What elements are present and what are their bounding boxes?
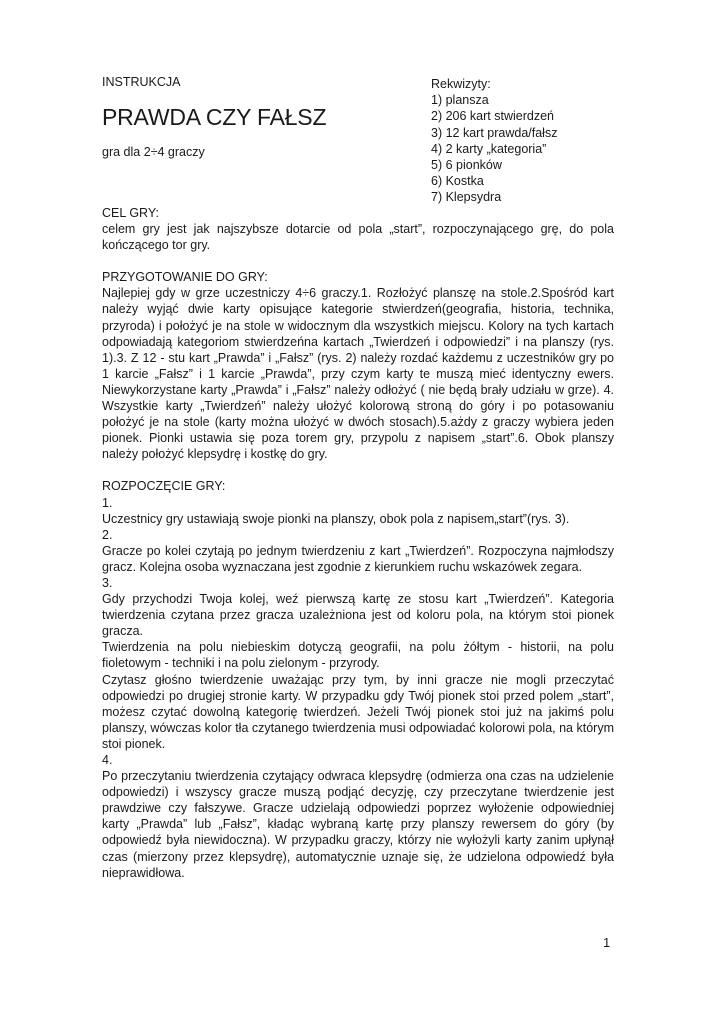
step-number: 1.	[102, 495, 113, 510]
props-heading: Rekwizyty:	[431, 77, 491, 91]
props-item: 4) 2 karty „kategoria”	[431, 141, 547, 156]
step-text: Czytasz głośno twierdzenie uważając przy tym, by inni gracze nie mogli przeczytać odpowiedzi po drugiej stronie karty. W przypadku gdy Twój pionek stoi przed polem „start”, możesz czytać dowolną kategorię twierdzeń. Jeżeli Twój pionek stoi już na jakimś polu planszy, wówczas kolor tła czytanego twierdzenia musi odpowiadać kolorowi pola, na którym stoi pionek.	[102, 672, 614, 751]
document-label: INSTRUKCJA	[102, 75, 181, 89]
players-subtitle: gra dla 2÷4 graczy	[102, 145, 205, 159]
prep-text: Najlepiej gdy w grze uczestniczy 4÷6 graczy.1. Rozłożyć planszę na stole.2.Spośród kart należy wyjąć dwie karty opisujące kategorie stwierdzeń(geografia, historia, technika, przyroda) i położyć je na stole w widocznym dla wszystkich miejscu. Kolory na tych kartach odpowiadają kategoriom stwierdzeńna kartach „Twierdzeń i odpowiedzi” i na planszy (rys. 1).3. Z 12 - stu kart „Prawda” i „Fałsz” (rys. 2) należy rozdać każdemu z uczestników gry po 1 karcie „Fałsz” i 1 karcie „Prawda”, przy czym karty te muszą mieć identyczny ewers. Niewykorzystane karty „Prawda” i „Fałsz” należy odłożyć ( nie będą brały udziału w grze). 4. Wszystkie karty „Twierdzeń” należy ułożyć kolorową stroną do góry i po potasowaniu położyć je na stole (karty można ułożyć w dwóch stosach).5.ażdy z graczy wybiera jeden pionek. Pionki ustawia się poza torem gry, przypolu z napisem „start”.6. Obok planszy należy położyć klepsydrę i kostkę do gry.	[102, 286, 614, 462]
step-number: 2.	[102, 527, 113, 542]
props-item: 6) Kostka	[431, 174, 484, 189]
page-number: 1	[603, 935, 611, 950]
prep-heading: PRZYGOTOWANIE DO GRY:	[102, 270, 268, 285]
goal-text: celem gry jest jak najszybsze dotarcie od pola „start”, rozpoczynającego grę, do pola kończącego tor gry.	[102, 222, 614, 253]
step-text: Uczestnicy gry ustawiają swoje pionki na planszy, obok pola z napisem„start”(rys. 3).	[102, 511, 570, 526]
document-body	[102, 205, 614, 881]
step-number: 3.	[102, 575, 113, 590]
props-item: 5) 6 pionków	[431, 158, 502, 173]
props-list	[431, 76, 557, 206]
props-item: 7) Klepsydra	[431, 190, 502, 205]
start-heading: ROZPOCZĘCIE GRY:	[102, 479, 226, 494]
props-item: 3) 12 kart prawda/fałsz	[431, 125, 558, 140]
props-item: 2) 206 kart stwierdzeń	[431, 109, 554, 124]
step-number: 4.	[102, 753, 113, 767]
step-text: Gracze po kolei czytają po jednym twierdzeniu z kart „Twierdzeń”. Rozpoczyna najmłodszy gracz. Kolejna osoba wyznaczana jest zgodnie z kierunkiem ruchu wskazówek zegara.	[102, 543, 614, 574]
goal-heading: CEL GRY:	[102, 206, 159, 220]
step-text: Po przeczytaniu twierdzenia czytający odwraca klepsydrę (odmierza ona czas na udzielenie odpowiedzi) i wszyscy gracze muszą podjąć decyzję, czy przeczytane twierdzenie jest prawdziwe czy fałszywe. Gracze udzielają odpowiedzi poprzez wyłożenie odpowiedniej karty „Prawda” lub „Fałsz”, kładąc wybraną kartę przy planszy rewersem do góry (by odpowiedź była niewidoczna). W przypadku graczy, którzy nie wyłożyli karty zanim upłynął czas (mierzony przez klepsydrę), automatycznie uznaje się, że udzielona odpowiedź była nieprawidłowa.	[102, 769, 614, 880]
props-item: 1) plansza	[431, 93, 489, 108]
step-text: Gdy przychodzi Twoja kolej, weź pierwszą kartę ze stosu kart „Twierdzeń”. Kategoria twierdzenia czytana przez gracza uzależniona jest od koloru pola, na którym stoi pionek gracza.	[102, 592, 614, 639]
step-text: Twierdzenia na polu niebieskim dotyczą geografii, na polu żółtym - historii, na polu fioletowym - techniki i na polu zielonym - przyrody.	[102, 640, 614, 671]
page-title: PRAWDA CZY FAŁSZ	[102, 104, 327, 130]
